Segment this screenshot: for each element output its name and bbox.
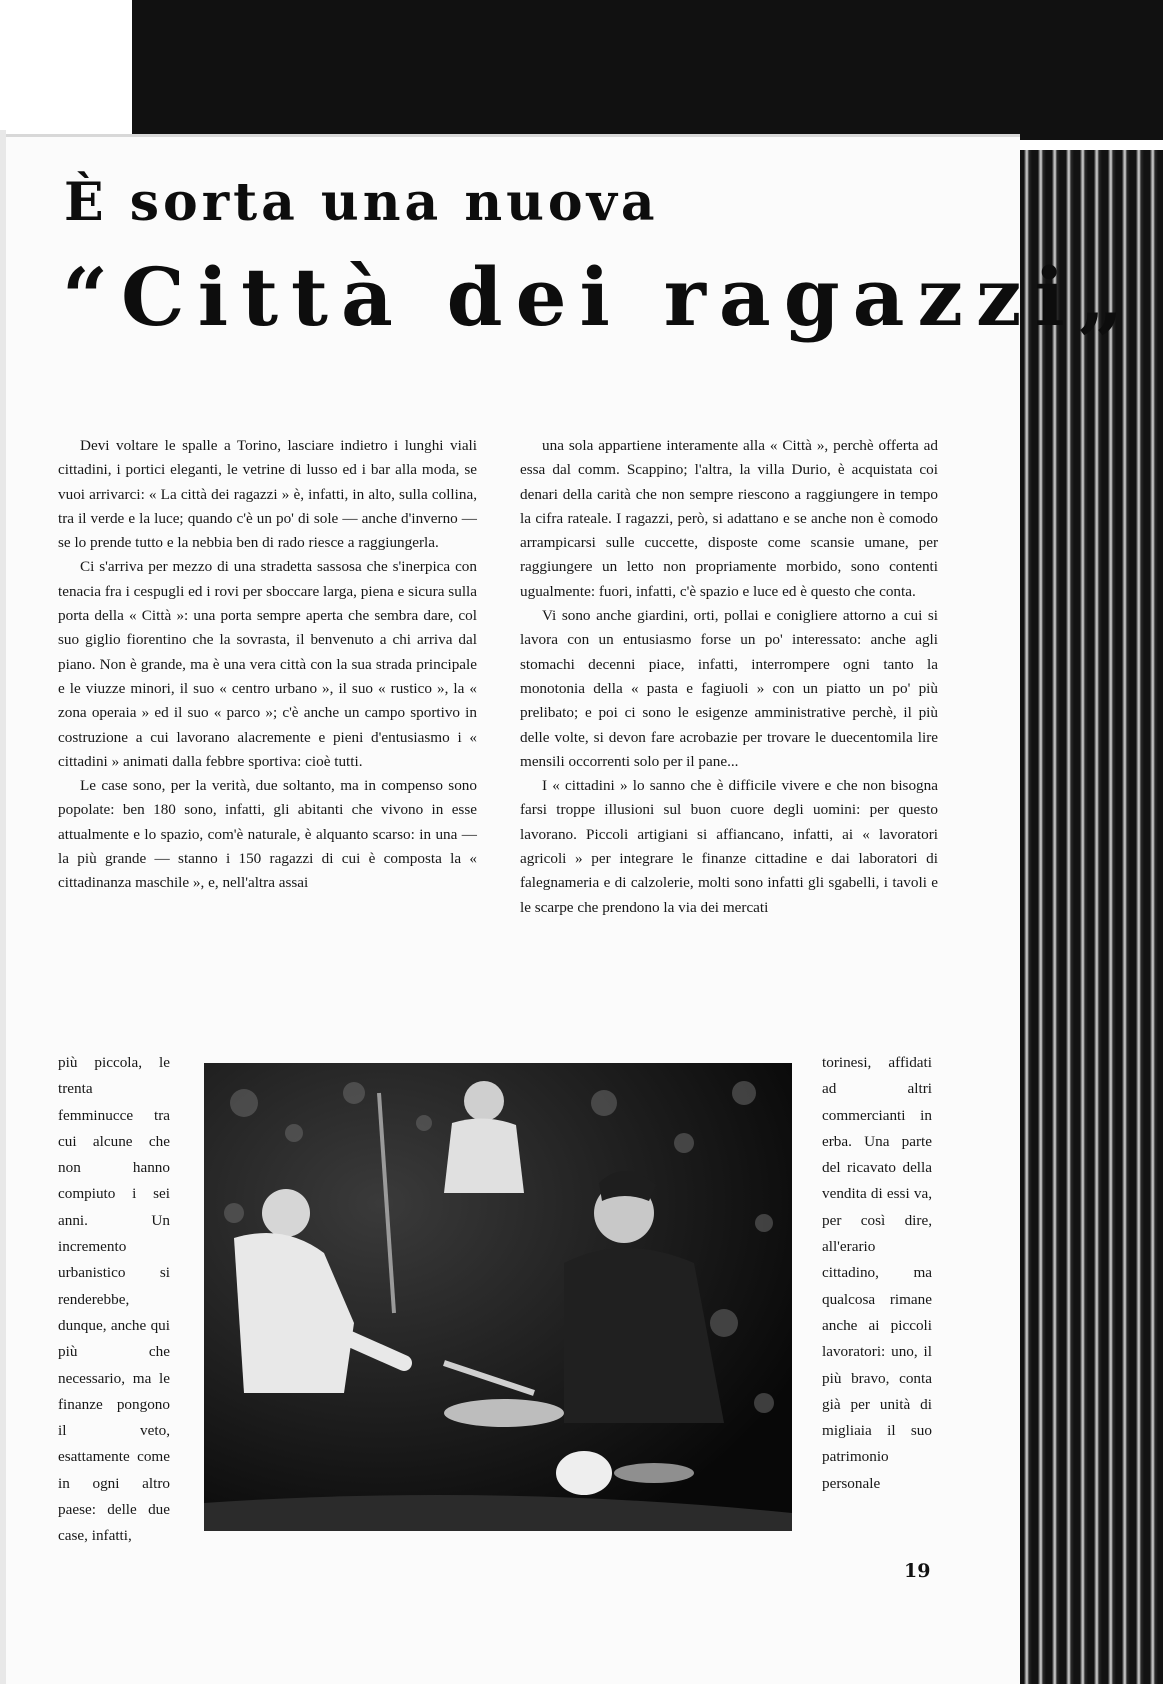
paragraph: Vi sono anche giardini, orti, pollai e conigliere attorno a cui si lavora con un entusiasmo forse un po' interessato: anche agli stomachi decenni piace, infatti, interrompere ogni tanto la monotonia della « pasta e fagiuoli » con un piatto un po' più prelibato; e poi ci sono le esigenze amministrative perchè, il più delle volte, si devon fare acrobazie per trovare le duecentomila lire mensili occorrenti solo per il pane... [520,607,938,770]
photo-children-working [204,1063,792,1531]
article-column-left [58,434,477,896]
paragraph: Devi voltare le spalle a Torino, lasciare indietro i lunghi viali cittadini, i portici eleganti, le vetrine di lusso ed i bar alla moda, se vuoi arrivarci: « La città dei ragazzi » è, infatti, in alto, sulla collina, tra il verde e la luce; quando c'è un po' di sole — anche d'inverno — se lo prende tutto e la nebbia ben di rado riesce a raggiungerla. [58,437,477,552]
dark-background-top [132,0,1163,140]
paragraph: Le case sono, per la verità, due soltanto, ma in compenso sono popolate: ben 180 sono, infatti, gli abitanti che vivono in esse attualmente e lo spazio, com'è naturale, è alquanto scarso: in una — la più grande — stanno i 150 ragazzi di cui è composta la « cittadinanza maschile », e, nell'altra assai [58,777,477,892]
stacked-page-edges [1018,150,1163,1684]
paragraph: una sola appartiene interamente alla « Città », perchè offerta ad essa dal comm. Scappino; l'altra, la villa Durio, è acquistata coi denari della carità che non sempre riescono a raggiungere in tempo la cifra rateale. I ragazzi, però, si adattano e se anche non è comodo arrampicarsi sulle cuccette, disposte come scansie umane, per raggiungere un letto non propriamente morbido, sono contenti ugualmente: fuori, infatti, c'è spazio e luce ed è questo che conta. [520,437,938,600]
text-wrap-right-of-photo: torinesi, affidati ad altri commercianti in erba. Una parte del ricavato della vendita di essi va, per così dire, all'erario cittadino, ma qualcosa rimane anche ai piccoli lavoratori: uno, il più bravo, conta già per unità di migliaia il suo patrimonio personale [822,1054,932,1492]
headline-line-2: “Città dei ragazzi„ [62,250,1137,344]
headline-line-1: È sorta una nuova [64,172,659,233]
article-column-right [520,434,938,920]
page-number: 19 [904,1560,931,1582]
paragraph: Ci s'arriva per mezzo di una stradetta sassosa che s'inerpica con tenacia fra i cespugli ed i rovi per sboccare larga, piena e sicura sulla porta della « Città »: una porta sempre aperta che sembra dare, col suo giglio fiorentino che la sovrasta, il benvenuto a chi arriva dal piano. Non è grande, ma è una vera città con la sua strada principale e le viuzze minori, il suo « centro urbano », il suo « rustico », la « zona operaia » ed il suo « parco »; c'è anche un campo sportivo in costruzione a cui lavorano alacremente e pieni d'entusiasmo i « cittadini » animati dalla febbre sportiva: cioè tutti. [58,558,477,770]
paragraph: I « cittadini » lo sanno che è difficile vivere e che non bisogna farsi troppe illusioni sul buon cuore degli uomini: per questo lavorano. Piccoli artigiani si affiancano, infatti, ai « lavoratori agricoli » per integrare le finanze cittadine e dai laboratori di falegnameria e di calzolerie, molti sono infatti gli sgabelli, i tavoli e le scarpe che prendono la via dei mercati [520,777,938,916]
article-photo [204,1063,792,1531]
text-wrap-left-of-photo: più piccola, le trenta femminucce tra cui alcune che non hanno compiuto i sei anni. Un incremento urbanistico si renderebbe, dunque, anche qui più che necessario, ma le finanze pongono il veto, esattamente come in ogni altro paese: delle due case, infatti, [58,1054,170,1545]
